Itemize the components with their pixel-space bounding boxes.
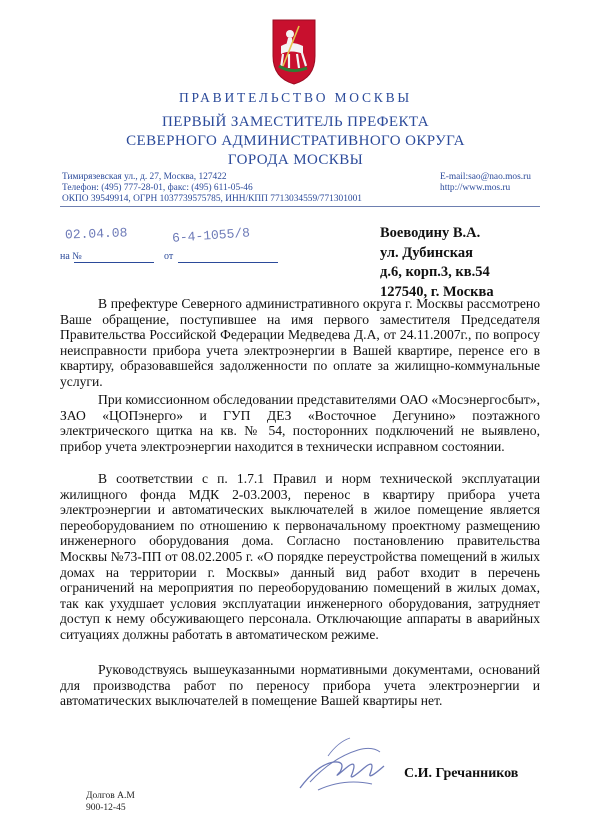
registration-date: 02.04.08 (64, 225, 128, 243)
paragraph-text: В префектуре Северного административного округа г. Москвы рассмотрено Ваше обращение, поступившее на имя первого заместителя Председателя Правительства Российской Федерации Медведева Д.А, от 24.11.2007г., по вопросу неисправности прибора учета электроэнергии в Вашей квартире, перенсе его в квартиру, образовавшейся задолженности по оплате за жилищно-коммунальные услуги. (60, 296, 540, 389)
recipient-name: Воеводину В.А. (380, 225, 481, 241)
paragraph-text: Руководствуясь вышеуказанными нормативными документами, оснований для производства работ по переносу прибора учета электроэнергии и автоматических выключателей в помещение Вашей квартиры нет. (60, 662, 540, 709)
reply-number-label: на № (60, 251, 82, 262)
letter-paragraph-3 (60, 471, 540, 643)
executor-name: Долгов А.М (86, 791, 135, 801)
office-phone: Телефон: (495) 777-28-01, факс: (495) 611-05-46 (62, 183, 253, 193)
reply-number-line (74, 262, 154, 263)
office-codes: ОКПО 39549914, ОГРН 1037739575785, ИНН/КПП 7713034559/771301001 (62, 194, 362, 204)
office-title-line-1: ПЕРВЫЙ ЗАМЕСТИТЕЛЬ ПРЕФЕКТА (162, 114, 429, 130)
letter-paragraph-1 (60, 296, 540, 390)
recipient-building: д.6, корп.3, кв.54 (380, 264, 490, 280)
letter-paragraph-4 (60, 662, 540, 709)
office-title-line-3: ГОРОДА МОСКВЫ (227, 152, 364, 168)
executor-block (86, 790, 135, 814)
executor-phone: 900-12-45 (86, 803, 126, 813)
office-website: http://www.mos.ru (440, 183, 511, 193)
government-title: ПРАВИТЕЛЬСТВО МОСКВЫ (178, 90, 412, 105)
letter-paragraph-2 (60, 392, 540, 454)
recipient-block (380, 224, 494, 302)
office-address: Тимирязевская ул., д. 27, Москва, 127422 (62, 172, 227, 182)
letterhead-divider (60, 206, 540, 207)
moscow-coat-of-arms-icon (269, 16, 319, 86)
paragraph-text: При комиссионном обследовании представителями ОАО «Мосэнергосбыт», ЗАО «ЦОПэнерго» и ГУП ДЕЗ «Восточное Дегунино» поэтажного электрического щитка на кв. № 54, посторонних подключений не выявлено, прибор учета электроэнергии находится в технически исправном состоянии. (60, 392, 540, 454)
office-email: E-mail:sao@nao.mos.ru (440, 172, 531, 182)
paragraph-text: В соответствии с п. 1.7.1 Правил и норм технической эксплуатации жилищного фонда МДК 2-03.2003, перенос в квартиру прибора учета электроэнергии и автоматических выключателей в жилое помещение является переоборудованием по отношению к первоначальному проектному размещению инженерного оборудования дома. Согласно постановлению правительства Москвы №73-ПП от 08.02.2005 г. «О порядке переустройства помещений в жилых домах на территории г. Москвы» данный вид работ входит в перечень ограничений на мероприятия по переоборудованию помещений в жилых домах, так как ухудшает условия эксплуатации инженерного оборудования, затрудняет доступ к нему обсуживающего персонала. Отключающие аппараты в аварийных ситуациях должны работать в автоматическом режиме. (60, 471, 540, 642)
handwritten-signature (288, 728, 398, 798)
recipient-street: ул. Дубинская (380, 244, 473, 261)
office-title-line-2: СЕВЕРНОГО АДМИНИСТРАТИВНОГО ОКРУГА (126, 133, 465, 149)
recipient-city: 127540, г. Москва (380, 283, 494, 300)
reply-date-line (178, 262, 278, 263)
signer-name: С.И. Гречанников (404, 766, 519, 781)
reply-date-label: от (164, 251, 174, 262)
registration-number: 6-4-1055/8 (171, 225, 251, 246)
